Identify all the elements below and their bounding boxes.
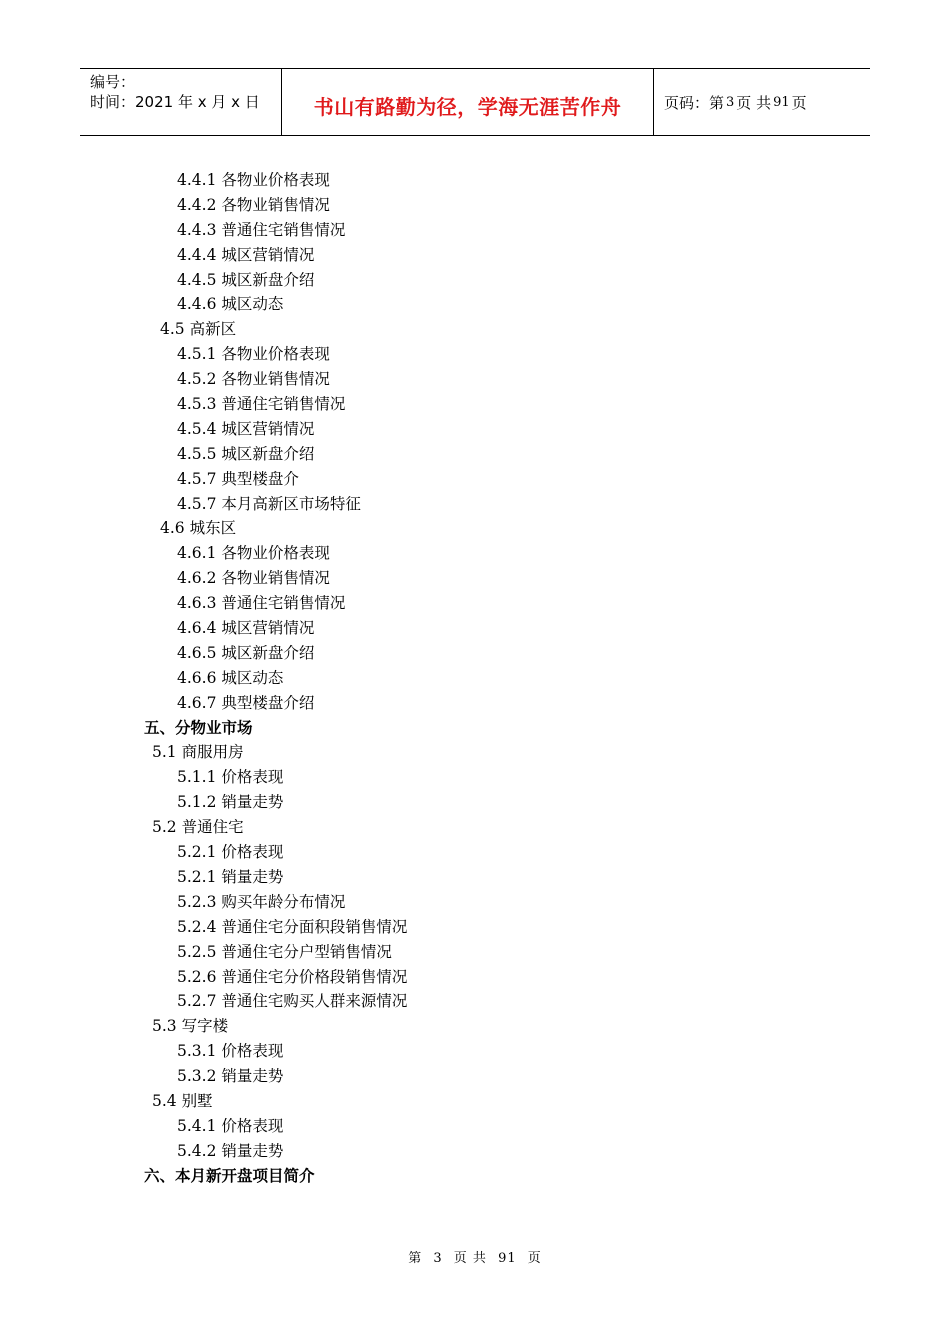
page-header	[80, 68, 870, 136]
header-page-current: 3	[726, 94, 735, 110]
toc-subsection-entry: 5.4.2 销量走势	[177, 1141, 284, 1160]
footer-total-pages: 91	[498, 1251, 517, 1266]
toc-subsection-entry: 5.1.1 价格表现	[177, 768, 284, 787]
toc-subsection-entry: 4.5.7 本月高新区市场特征	[177, 494, 361, 513]
toc-subsection-entry: 4.5.1 各物业价格表现	[177, 345, 330, 364]
toc-subsection-entry: 4.4.2 各物业销售情况	[177, 195, 330, 214]
page-footer	[0, 1247, 950, 1266]
document-number-label: 编号：	[90, 73, 136, 91]
toc-section-entry: 4.5 高新区	[160, 320, 237, 339]
header-motto-cell	[282, 69, 654, 135]
toc-subsection-entry: 5.2.3 购买年龄分布情况	[177, 892, 346, 911]
toc-subsection-entry: 4.6.4 城区营销情况	[177, 619, 315, 638]
toc-subsection-entry: 5.2.7 普通住宅购买人群来源情况	[177, 992, 408, 1011]
document-time-label: 时间：2021 年 x 月 x 日	[90, 93, 260, 111]
header-page-mid: 页 共	[736, 93, 772, 112]
footer-current-page: 3	[433, 1251, 443, 1266]
toc-subsection-entry: 5.1.2 销量走势	[177, 793, 284, 812]
toc-subsection-entry: 5.2.1 销量走势	[177, 867, 284, 886]
footer-prefix: 第	[408, 1251, 423, 1266]
toc-subsection-entry: 4.6.3 普通住宅销售情况	[177, 594, 346, 613]
toc-subsection-entry: 4.6.5 城区新盘介绍	[177, 643, 315, 662]
header-page-prefix: 页码：第	[664, 93, 725, 112]
toc-section-entry: 5.2 普通住宅	[152, 818, 244, 837]
header-page-suffix: 页	[791, 93, 807, 112]
toc-subsection-entry: 4.4.3 普通住宅销售情况	[177, 220, 346, 239]
toc-subsection-entry: 4.6.7 典型楼盘介绍	[177, 693, 315, 712]
toc-subsection-entry: 5.4.1 价格表现	[177, 1116, 284, 1135]
toc-subsection-entry: 5.2.5 普通住宅分户型销售情况	[177, 942, 392, 961]
toc-subsection-entry: 4.5.5 城区新盘介绍	[177, 444, 315, 463]
toc-subsection-entry: 5.2.4 普通住宅分面积段销售情况	[177, 917, 408, 936]
toc-section-entry: 5.1 商服用房	[152, 743, 244, 762]
toc-subsection-entry: 5.3.2 销量走势	[177, 1067, 284, 1086]
header-motto: 书山有路勤为径，学海无涯苦作舟	[313, 94, 622, 119]
footer-mid: 页 共	[453, 1251, 487, 1266]
toc-subsection-entry: 5.3.1 价格表现	[177, 1042, 284, 1061]
toc-subsection-entry: 4.5.3 普通住宅销售情况	[177, 395, 346, 414]
toc-subsection-entry: 4.6.6 城区动态	[177, 668, 284, 687]
toc-chapter-heading: 五、分物业市场	[144, 718, 253, 737]
toc-subsection-entry: 4.4.4 城区营销情况	[177, 245, 315, 264]
toc-subsection-entry: 4.5.7 典型楼盘介	[177, 469, 299, 488]
header-page-indicator	[654, 69, 870, 135]
footer-suffix: 页	[527, 1251, 542, 1266]
toc-section-entry: 5.3 写字楼	[152, 1017, 229, 1036]
toc-subsection-entry: 4.5.2 各物业销售情况	[177, 370, 330, 389]
toc-subsection-entry: 4.4.5 城区新盘介绍	[177, 270, 315, 289]
toc-section-entry: 5.4 别墅	[152, 1091, 213, 1110]
toc-subsection-entry: 4.5.4 城区营销情况	[177, 419, 315, 438]
toc-subsection-entry: 4.6.1 各物业价格表现	[177, 544, 330, 563]
toc-subsection-entry: 4.4.1 各物业价格表现	[177, 171, 330, 189]
toc-chapter-heading: 六、本月新开盘项目简介	[144, 1166, 315, 1185]
header-page-total: 91	[773, 94, 790, 110]
toc-subsection-entry: 4.6.2 各物业销售情况	[177, 569, 330, 588]
toc-subsection-entry: 4.4.6 城区动态	[177, 295, 284, 314]
toc-section-entry: 4.6 城东区	[160, 519, 237, 538]
toc-subsection-entry: 5.2.6 普通住宅分价格段销售情况	[177, 967, 408, 986]
header-meta	[80, 69, 282, 135]
toc-subsection-entry: 5.2.1 价格表现	[177, 843, 284, 862]
table-of-contents	[0, 168, 950, 1189]
